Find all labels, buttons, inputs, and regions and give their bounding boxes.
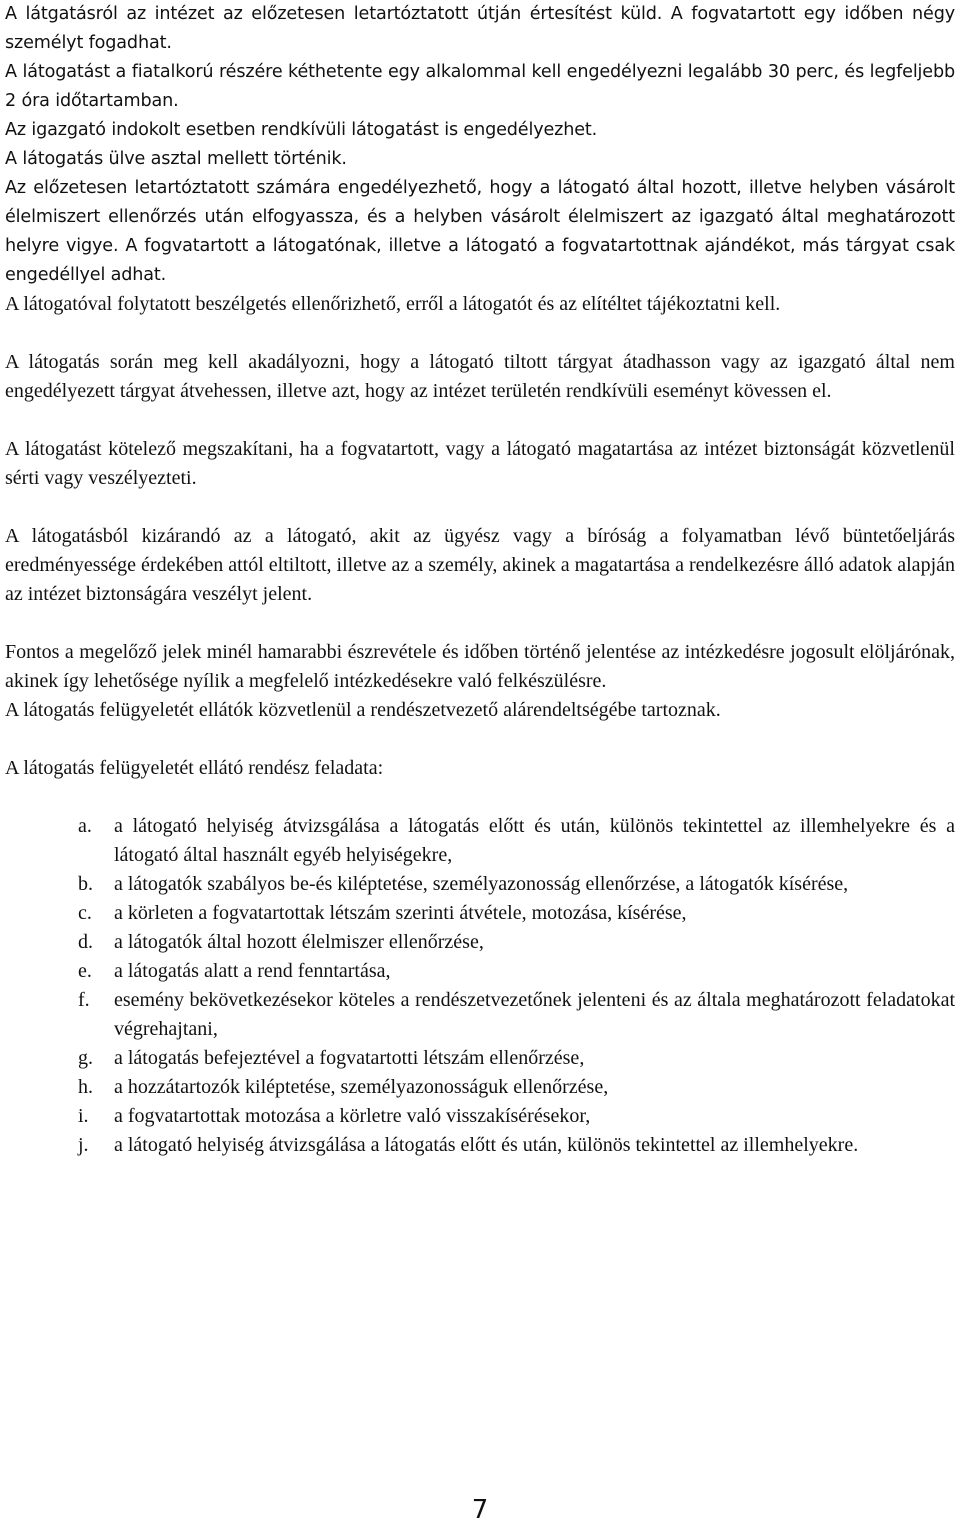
task-item bbox=[5, 957, 955, 986]
prevention-paragraph: A látogatás során meg kell akadályozni, hogy a látogató tiltott tárgyat átadhasson vagy az igazgató által nem engedélyezett tárgyat átvehessen, illetve azt, hogy az intézet területén rendkívüli eseményt kövessen el. bbox=[5, 351, 955, 402]
warning-signs-paragraph: Fontos a megelőző jelek minél hamarabbi észrevétele és időben történő jelentése az intézkedésre jogosult elöljárónak, akinek így lehetősége nyílik a megfelelő intézkedésekre való felkészülésre. bbox=[5, 641, 955, 692]
supervision-paragraph: A látogatás felügyeletét ellátók közvetlenül a rendészetvezető alárendeltségébe tartoznak. bbox=[5, 699, 721, 721]
task-item bbox=[5, 986, 955, 1044]
task-text: a fogvatartottak motozása a körletre való visszakísérésekor, bbox=[114, 1105, 591, 1127]
task-letter: i. bbox=[78, 1105, 89, 1127]
task-text: a látogatók szabályos be-és kiléptetése, személyazonosság ellenőrzése, a látogatók kísérése, bbox=[114, 873, 849, 895]
extraordinary-visit-paragraph: Az igazgató indokolt esetben rendkívüli látogatást is engedélyezhet. bbox=[5, 120, 598, 140]
task-letter: b. bbox=[78, 873, 93, 895]
task-text: a látogatók által hozott élelmiszer ellenőrzése, bbox=[114, 931, 484, 953]
task-item bbox=[5, 1073, 955, 1102]
conversation-paragraph: A látogatóval folytatott beszélgetés ellenőrizhető, erről a látogatót és az elítéltet tájékoztatni kell. bbox=[5, 293, 781, 315]
task-letter: f. bbox=[78, 989, 90, 1011]
interruption-paragraph: A látogatást kötelező megszakítani, ha a fogvatartott, vagy a látogató magatartása az intézet biztonságát közvetlenül sérti vagy veszélyezteti. bbox=[5, 438, 955, 489]
task-item bbox=[5, 1044, 955, 1073]
supervision-section bbox=[5, 290, 955, 1160]
task-item bbox=[5, 870, 955, 899]
visiting-rules-section bbox=[5, 0, 955, 290]
juvenile-visits-paragraph: A látogatást a fiatalkorú részére kéthetente egy alkalommal kell engedélyezni legalább 30 perc, és legfeljebb 2 óra időtartamban. bbox=[5, 62, 955, 111]
task-text: a körleten a fogvatartottak létszám szerinti átvétele, motozása, kísérése, bbox=[114, 902, 687, 924]
task-text: a látogatás befejeztével a fogvatartotti létszám ellenőrzése, bbox=[114, 1047, 585, 1069]
food-and-gifts-paragraph: Az előzetesen letartóztatott számára engedélyezhető, hogy a látogató által hozott, illetve helyben vásárolt élelmiszert ellenőrzés után elfogyassza, és a helyben vásárolt élelmiszert az igazgató által meghatározott helyre vigye. A fogvatartott a látogatónak, illetve a látogató a fogvatartottnak ajándékot, más tárgyat csak engedéllyel adhat. bbox=[5, 178, 955, 285]
task-item bbox=[5, 1102, 955, 1131]
task-item bbox=[5, 928, 955, 957]
tasks-heading: A látogatás felügyeletét ellátó rendész feladata: bbox=[5, 757, 384, 779]
exclusion-paragraph: A látogatásból kizárandó az a látogató, akit az ügyész vagy a bíróság a folyamatban lévő büntetőeljárás eredményessége érdekében attól eltiltott, illetve az a személy, akinek a magatartása a rendelkezésre álló adatok alapján az intézet biztonságára veszélyt jelent. bbox=[5, 525, 955, 605]
task-letter: j. bbox=[78, 1134, 89, 1156]
task-item bbox=[5, 812, 955, 870]
tasks-list bbox=[5, 812, 955, 1160]
task-letter: g. bbox=[78, 1047, 93, 1069]
task-text: a látogató helyiség átvizsgálása a látogatás előtt és után, különös tekintettel az illemhelyekre. bbox=[114, 1134, 859, 1156]
task-letter: d. bbox=[78, 931, 93, 953]
task-text: a látogatás alatt a rend fenntartása, bbox=[114, 960, 391, 982]
task-letter: a. bbox=[78, 815, 92, 837]
task-text: esemény bekövetkezésekor köteles a rendészetvezetőnek jelenteni és az általa meghatározott feladatokat végrehajtani, bbox=[114, 989, 955, 1040]
task-letter: e. bbox=[78, 960, 92, 982]
task-text: a hozzátartozók kiléptetése, személyazonosságuk ellenőrzése, bbox=[114, 1076, 609, 1098]
page-number: 7 bbox=[471, 1495, 489, 1525]
task-letter: h. bbox=[78, 1076, 93, 1098]
task-text: a látogató helyiség átvizsgálása a látogatás előtt és után, különös tekintettel az illemhelyekre és a látogató által használt egyéb helyiségekre, bbox=[114, 815, 955, 866]
seated-visit-paragraph: A látogatás ülve asztal mellett történik. bbox=[5, 149, 347, 169]
task-letter: c. bbox=[78, 902, 92, 924]
task-item bbox=[5, 899, 955, 928]
notification-paragraph: A látgatásról az intézet az előzetesen letartóztatott útján értesítést küld. A fogvatartott egy időben négy személyt fogadhat. bbox=[5, 4, 955, 53]
document-page bbox=[5, 0, 955, 1160]
task-item bbox=[5, 1131, 955, 1160]
